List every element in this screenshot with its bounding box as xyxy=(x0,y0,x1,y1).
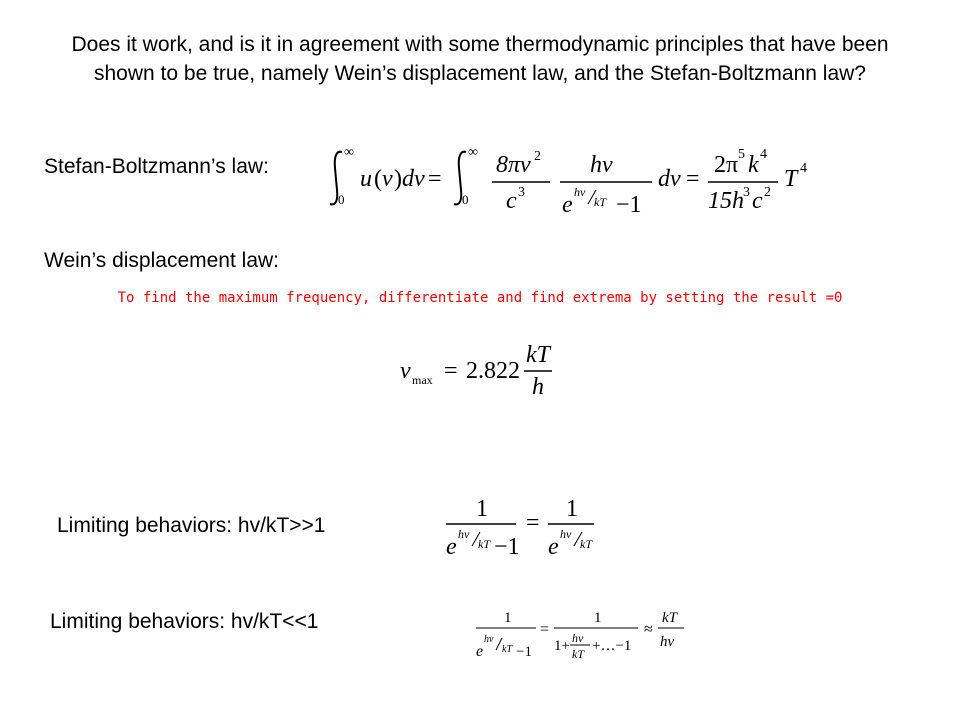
rhs-exp-numerator: hν xyxy=(560,527,572,541)
u-symbol: u xyxy=(360,166,372,192)
v-subscript: max xyxy=(412,373,433,387)
wein-denominator: h xyxy=(532,374,544,400)
lhs-exp-numerator: hν xyxy=(458,527,470,541)
limit-low-label: Limiting behaviors: hv/kT<<1 xyxy=(50,610,319,633)
rhs-exp-denominator: kT xyxy=(580,537,592,551)
series-one-plus: 1+ xyxy=(554,638,570,654)
limit-low-equation xyxy=(474,604,694,664)
fraction-2-numerator: hν xyxy=(590,152,613,178)
fraction-3-denominator: 15h xyxy=(708,188,744,214)
wein-coefficient: 2.822 xyxy=(466,358,520,384)
fraction-1-numerator: 8πν xyxy=(496,152,531,178)
equals-2: = xyxy=(686,166,700,192)
lhs-exp-denominator: kT xyxy=(478,537,490,551)
dnu-symbol-2: dν xyxy=(658,166,681,192)
fraction-3-numerator: 2π xyxy=(714,152,739,178)
wein-numerator: kT xyxy=(526,342,550,368)
paren-close: ) xyxy=(394,166,402,192)
wein-equation xyxy=(400,340,560,400)
nu-squared-exponent: 2 xyxy=(534,149,541,164)
lhs-exp-base: e xyxy=(446,534,457,560)
rhs-exp-base: e xyxy=(548,534,559,560)
c-symbol: c xyxy=(752,188,763,214)
upper-limit-2: ∞ xyxy=(468,145,478,160)
wein-equals: = xyxy=(444,358,458,384)
temperature-exponent: 4 xyxy=(800,161,807,176)
approx-denominator: hν xyxy=(660,634,675,650)
wein-label: Wein’s displacement law: xyxy=(44,249,279,272)
wein-note: To find the maximum frequency, differentiate and find extrema by setting the result =0 xyxy=(117,290,843,306)
stefan-boltzmann-equation xyxy=(328,138,818,218)
v-symbol: v xyxy=(400,358,411,384)
dnu-symbol: dν xyxy=(402,166,425,192)
series-kT: kT xyxy=(572,647,584,661)
fraction-1-denominator: c xyxy=(506,188,517,214)
k-symbol: k xyxy=(748,152,759,178)
series-numerator: 1 xyxy=(594,610,602,626)
nu-symbol: ν xyxy=(382,166,393,192)
exp-denominator: kT xyxy=(594,195,606,209)
series-hv: hν xyxy=(572,631,584,645)
low-exp-base: e xyxy=(476,643,484,660)
pi-exponent: 5 xyxy=(738,147,745,162)
exp-base: e xyxy=(562,192,573,218)
low-lhs-numerator: 1 xyxy=(504,610,512,626)
temperature-symbol: T xyxy=(784,166,798,192)
h-exponent: 3 xyxy=(743,185,750,200)
lhs-minus-one: −1 xyxy=(494,534,520,560)
approx-numerator: kT xyxy=(662,610,677,626)
minus-one: −1 xyxy=(616,192,642,218)
stefan-boltzmann-label: Stefan-Boltzmann’s law: xyxy=(44,155,269,178)
paren-open: ( xyxy=(374,166,382,192)
lower-limit-1: 0 xyxy=(338,192,345,207)
limit-high-label: Limiting behaviors: hv/kT>>1 xyxy=(57,514,326,537)
low-minus-one: −1 xyxy=(516,644,532,660)
c-cubed-exponent: 3 xyxy=(518,185,525,200)
c-exponent: 2 xyxy=(764,185,771,200)
low-exp-denominator: kT xyxy=(502,644,512,655)
limit-high-equals: = xyxy=(526,510,540,536)
upper-limit-1: ∞ xyxy=(344,145,354,160)
page-heading: Does it work, and is it in agreement with some thermodynamic principles that have been shown to be true, namely Wein’s displacement law, and the Stefan-Boltzmann law? xyxy=(71,33,889,85)
equals-1: = xyxy=(428,166,442,192)
low-exp-numerator: hν xyxy=(484,634,494,645)
series-dots: +…−1 xyxy=(592,638,632,654)
rhs-numerator: 1 xyxy=(566,496,578,522)
approx-sign: ≈ xyxy=(644,621,653,638)
k-exponent: 4 xyxy=(760,147,767,162)
low-equals: = xyxy=(540,621,550,638)
lhs-numerator: 1 xyxy=(476,496,488,522)
lower-limit-2: 0 xyxy=(462,192,469,207)
limit-high-equation xyxy=(444,488,604,558)
exp-numerator: hν xyxy=(574,185,586,199)
